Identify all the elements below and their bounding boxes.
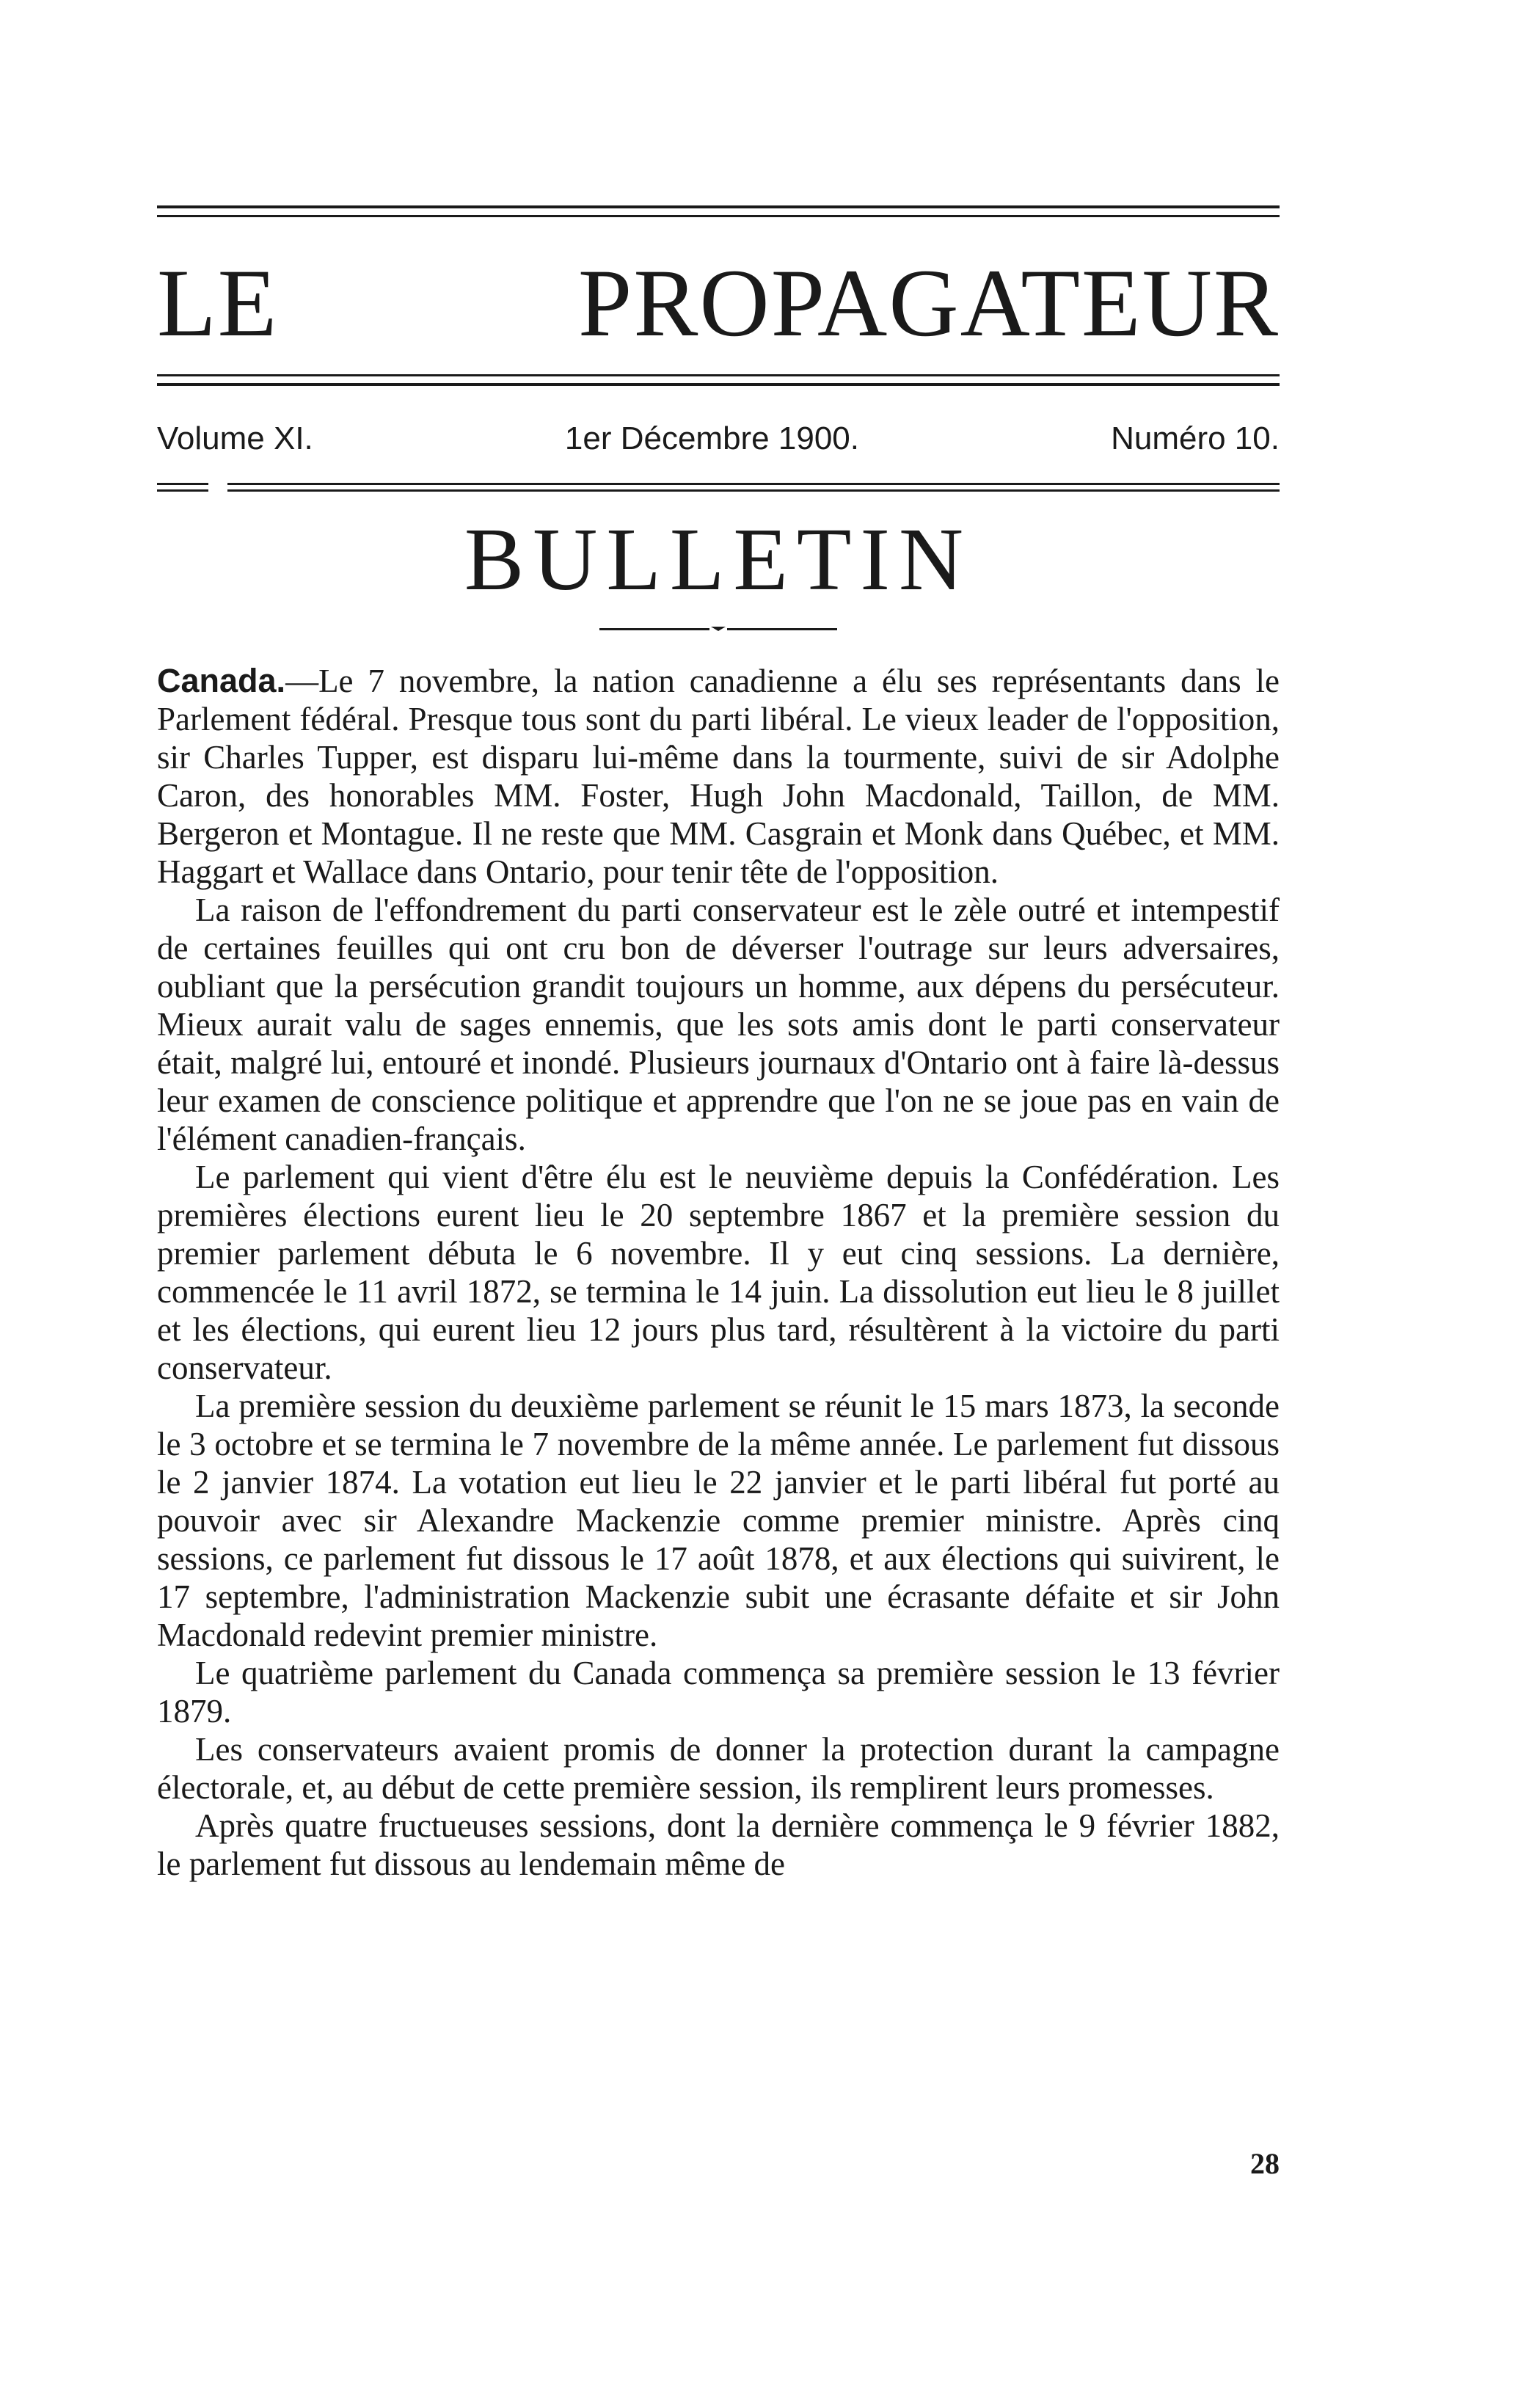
article-paragraph: Les conservateurs avaient promis de donner la protection durant la campagne électorale, et, au début de cette première session, ils remplirent leurs promesses. bbox=[157, 1731, 1280, 1806]
issue-date: 1er Décembre 1900. bbox=[564, 420, 859, 456]
article-paragraph: La raison de l'effondrement du parti conservateur est le zèle outré et intempestif de certaines feuilles qui ont cru bon de déverser l'outrage sur leurs adversaires, oubliant que la persécution grandit toujours un homme, aux dépens du persécuteur. Mieux aurait valu de sages ennemis, que les sots amis dont le parti conservateur était, malgré lui, entouré et inondé. Plusieurs journaux d'Ontario ont à faire là-dessus leur examen de conscience politique et apprendre que l'on ne se joue pas en vain de l'élément canadien-français. bbox=[157, 892, 1280, 1157]
article-body bbox=[157, 662, 1280, 1883]
paragraph-text: —Le 7 novembre, la nation canadienne a élu ses représentants dans le Parlement fédéral. Presque tous sont du parti libéral. Le vieux leader de l'opposition, sir Charles Tupper, est disparu lui-même dans la tourmente, suivi de sir Adolphe Caron, des honorables MM. Foster, Hugh John Macdonald, Taillon, de MM. Bergeron et Montague. Il ne reste que MM. Casgrain et Monk dans Québec, et MM. Haggart et Wallace dans Ontario, pour tenir tête de l'opposition. bbox=[157, 663, 1280, 890]
issue-number: Numéro 10. bbox=[1111, 420, 1280, 456]
masthead-rule-upper bbox=[157, 374, 1280, 376]
section-title: BULLETIN bbox=[464, 510, 973, 609]
ornament-bar-right bbox=[727, 628, 837, 630]
page-number: 28 bbox=[1250, 2147, 1280, 2180]
masthead-rule-lower bbox=[157, 383, 1280, 386]
article-paragraph: Le parlement qui vient d'être élu est le neuvième depuis la Confédération. Les premières élections eurent lieu le 20 septembre 1867 et la première session du premier parlement débuta le 6 novembre. Il y eut cinq sessions. La dernière, commencée le 11 avril 1872, se termina le 14 juin. La dissolution eut lieu le 8 juillet et les élections, qui eurent lieu 12 jours plus tard, résultèrent à la victoire du parti conservateur. bbox=[157, 1159, 1280, 1386]
top-rule bbox=[157, 205, 1280, 208]
volume-label: Volume XI. bbox=[157, 420, 313, 456]
section-divider bbox=[157, 483, 1280, 492]
dateline bbox=[157, 417, 1280, 461]
divider-stub bbox=[157, 483, 208, 492]
article-lead: Canada. bbox=[157, 662, 286, 699]
article-paragraph bbox=[157, 662, 1280, 891]
ornament-bar-left bbox=[599, 628, 709, 630]
masthead-title: LE PROPAGATEUR bbox=[157, 249, 1280, 357]
title-ornament bbox=[157, 627, 1280, 631]
article-paragraph: Après quatre fructueuses sessions, dont la dernière commença le 9 février 1882, le parlement fut dissous au lendemain même de bbox=[157, 1807, 1280, 1882]
ornament-mark bbox=[711, 627, 726, 631]
top-rule-inner bbox=[157, 215, 1280, 217]
newspaper-page bbox=[157, 205, 1280, 2180]
divider-main bbox=[227, 483, 1280, 492]
article-paragraph: La première session du deuxième parlement se réunit le 15 mars 1873, la seconde le 3 octobre et se termina le 7 novembre de la même année. Le parlement fut dissous le 2 janvier 1874. La votation eut lieu le 22 janvier et le parti libéral fut porté au pouvoir avec sir Alexandre Mackenzie comme premier ministre. Après cinq sessions, ce parlement fut dissous le 17 août 1878, et aux élections qui suivirent, le 17 septembre, l'administration Mackenzie subit une écrasante défaite et sir John Macdonald redevint premier ministre. bbox=[157, 1388, 1280, 1653]
article-paragraph: Le quatrième parlement du Canada commença sa première session le 13 février 1879. bbox=[157, 1655, 1280, 1730]
